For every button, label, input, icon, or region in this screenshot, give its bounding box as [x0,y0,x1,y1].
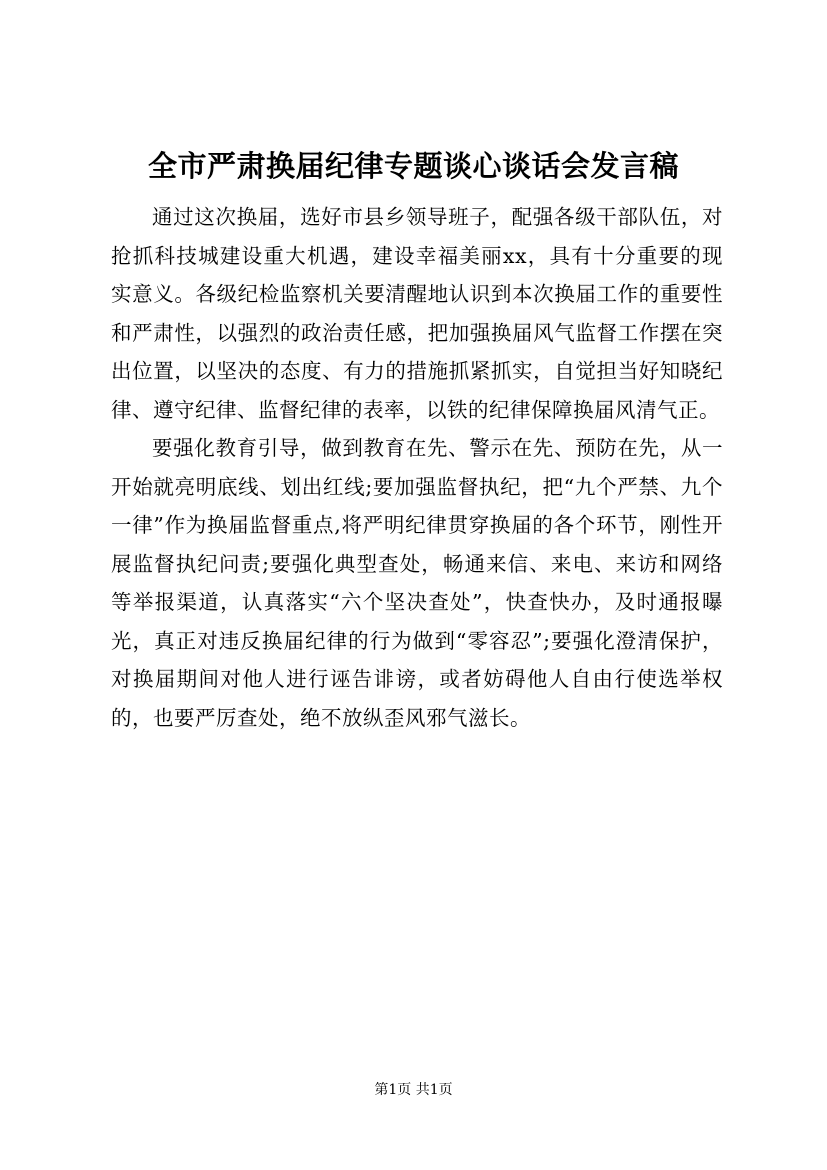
paragraph-1: 通过这次换届，选好市县乡领导班子，配强各级干部队伍，对抢抓科技城建设重大机遇，建设幸福美丽xx，具有十分重要的现实意义。各级纪检监察机关要清醒地认识到本次换届工作的重要性和严肃性，以强烈的政治责任感，把加强换届风气监督工作摆在突出位置，以坚决的态度、有力的措施抓紧抓实，自觉担当好知晓纪律、遵守纪律、监督纪律的表率，以铁的纪律保障换届风清气正。 [111,205,723,422]
paragraph-2: 要强化教育引导，做到教育在先、警示在先、预防在先，从一开始就亮明底线、划出红线;要加强监督执纪，把“九个严禁、九个一律”作为换届监督重点,将严明纪律贯穿换届的各个环节，刚性开展监督执纪问责;要强化典型查处，畅通来信、来电、来访和网络等举报渠道，认真落实“六个坚决查处”，快查快办，及时通报曝光，真正对违反换届纪律的行为做到“零容忍”;要强化澄清保护，对换届期间对他人进行诬告诽谤，或者妨碍他人自由行使选举权的，也要严厉查处，绝不放纵歪风邪气滋长。 [111,436,723,730]
document-body [111,198,723,737]
page-footer: 第1页 共1页 [374,1082,453,1098]
document-title: 全市严肃换届纪律专题谈心谈话会发言稿 [147,149,679,183]
